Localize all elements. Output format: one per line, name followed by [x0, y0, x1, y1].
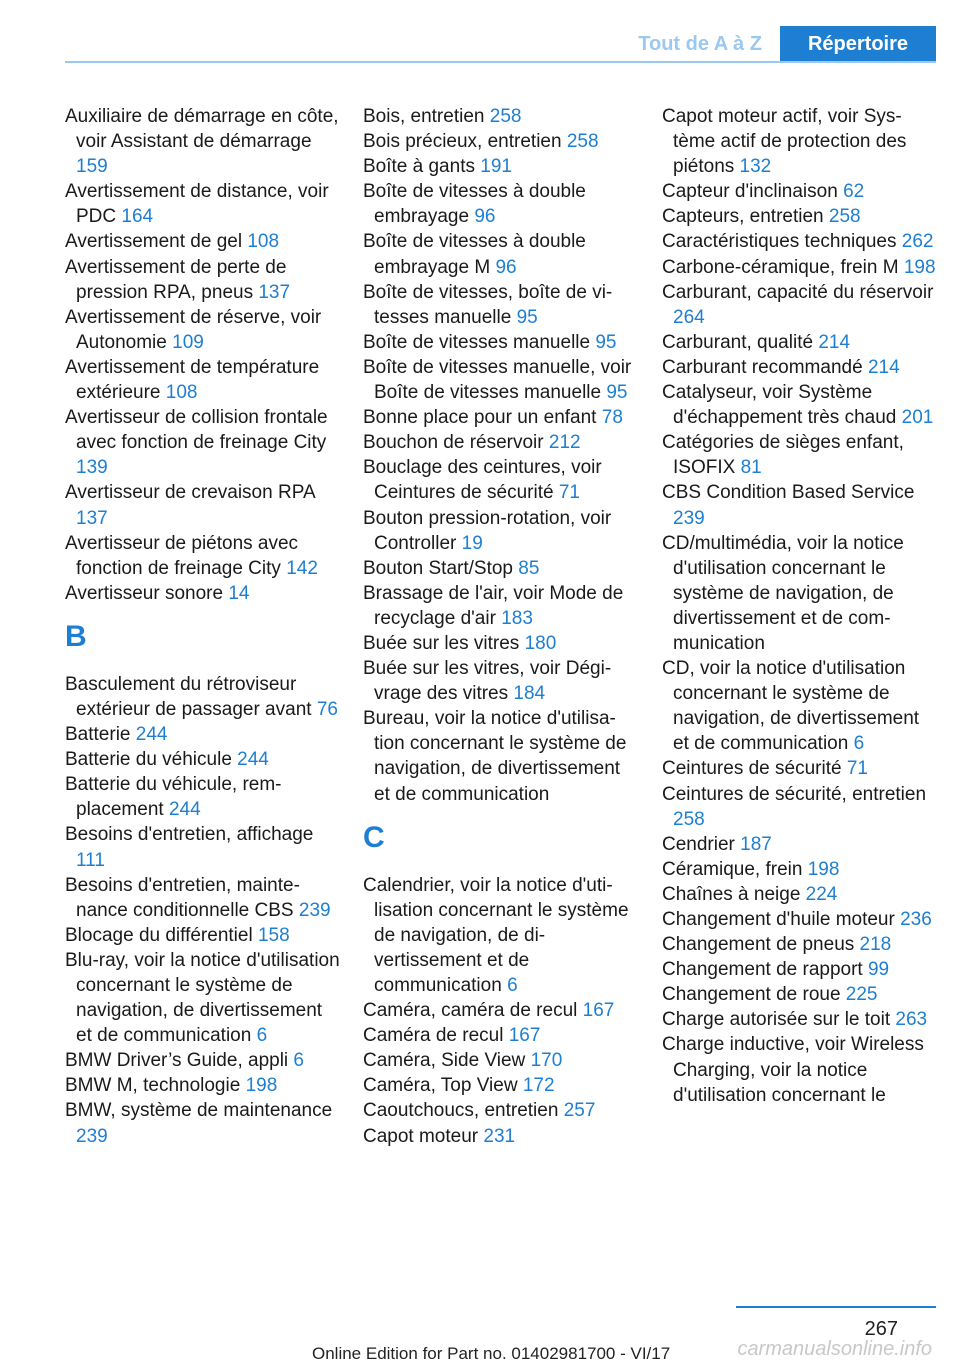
- entry-text: Avertissement de réserve, voir Autonomie: [65, 306, 322, 353]
- page-link[interactable]: 212: [548, 432, 581, 454]
- index-entry: [662, 907, 937, 932]
- entry-text: Ceintures de sécurité, entretien: [662, 783, 927, 805]
- entry-text: Boîte de vitesses à double embrayage: [363, 181, 586, 228]
- page-link[interactable]: 239: [298, 899, 331, 921]
- section-letter: C: [363, 820, 385, 854]
- entry-text: Bouton Start/Stop: [363, 557, 519, 579]
- entry-text: Avertisseur de collision frontale avec fonction de freinage City: [65, 407, 328, 454]
- entry-text: CD/multimédia, voir la notice d'utilisation concernant le système de navigation, de divertissement et de communication: [662, 532, 904, 654]
- entry-text: Boîte de vitesses manuelle: [363, 331, 596, 353]
- index-entry: [662, 857, 937, 882]
- index-entry: [363, 1073, 638, 1098]
- page-link[interactable]: 167: [508, 1025, 541, 1047]
- index-entry: [65, 255, 340, 305]
- page-link[interactable]: 96: [495, 256, 517, 278]
- index-entry: [363, 706, 638, 806]
- entry-text: Buée sur les vitres: [363, 632, 525, 654]
- entry-text: Bouclage des ceintures, voir Ceintures de sécurité: [363, 457, 602, 504]
- index-entry: [662, 430, 937, 480]
- entry-text: Chaînes à neige: [662, 883, 806, 905]
- page-link[interactable]: 239: [673, 507, 705, 529]
- page-link[interactable]: 14: [228, 582, 250, 604]
- entry-text: Changement de rapport: [662, 959, 868, 981]
- entry-text: Brassage de l'air, voir Mode de recyclage d'air: [363, 582, 624, 629]
- page-number: 267: [864, 1318, 898, 1340]
- page-link[interactable]: 258: [673, 808, 705, 830]
- page-link[interactable]: 111: [76, 849, 105, 871]
- entry-text: Changement d'huile moteur: [662, 909, 901, 930]
- page-link[interactable]: 95: [595, 331, 617, 353]
- index-entry: [65, 405, 340, 480]
- entry-text: BMW, système de maintenance: [65, 1100, 333, 1122]
- entry-text: Besoins d'entretien, maintenance conditionnelle CBS: [65, 874, 300, 921]
- entry-text: Avertissement de perte de pression RPA, pneus: [65, 256, 287, 303]
- tab-tout-de-a-a-z[interactable]: Tout de A à Z: [638, 32, 762, 55]
- entry-text: Carburant recommandé: [662, 356, 868, 378]
- index-entry: [363, 179, 638, 229]
- page-link[interactable]: 201: [901, 407, 934, 429]
- entry-text: Boîte de vitesses, boîte de vitesses manuelle: [363, 281, 613, 328]
- page-link[interactable]: 71: [558, 482, 580, 504]
- index-entry: [363, 506, 638, 556]
- index-entry: [662, 179, 937, 204]
- index-column-3: [662, 104, 937, 1108]
- entry-text: Catalyseur, voir Système d'échappement très chaud: [662, 382, 902, 429]
- index-entry: [662, 380, 937, 430]
- entry-text: Auxiliaire de démarrage en côte, voir Assistant de démarrage: [65, 106, 339, 153]
- page-link[interactable]: 184: [513, 683, 546, 705]
- page-link[interactable]: 95: [516, 306, 538, 328]
- page-link[interactable]: 198: [903, 256, 936, 278]
- entry-text: Caoutchoucs, entretien: [363, 1100, 564, 1122]
- index-entry: [662, 355, 937, 380]
- entry-text: Avertissement de distance, voir PDC: [65, 181, 329, 228]
- entry-text: Blu-ray, voir la notice d'utilisation concernant le système de navigation, de divertissement et de communication: [65, 949, 340, 1047]
- page-link[interactable]: 85: [518, 557, 540, 579]
- page-link[interactable]: 78: [601, 407, 623, 429]
- index-entry: [65, 772, 340, 822]
- index-entry: [363, 330, 638, 355]
- index-entry: [363, 556, 638, 581]
- page-link[interactable]: 137: [258, 281, 291, 303]
- page-link[interactable]: 81: [740, 457, 762, 479]
- index-entry: [662, 104, 937, 179]
- page-link[interactable]: 164: [121, 206, 154, 228]
- entry-text: Carburant, capacité du réservoir: [662, 281, 934, 303]
- page-link[interactable]: 258: [828, 206, 861, 228]
- index-entry: [363, 998, 638, 1023]
- index-entry: [662, 782, 937, 832]
- index-entry: [65, 531, 340, 581]
- index-entry: [363, 873, 638, 998]
- index-entry: [363, 1048, 638, 1073]
- page-link[interactable]: 198: [245, 1075, 278, 1097]
- entry-text: Caméra, Side View: [363, 1050, 531, 1072]
- footer-divider: [736, 1306, 936, 1308]
- entry-text: Buée sur les vitres, voir Dégivrage des vitres: [363, 658, 612, 705]
- entry-text: Capot moteur actif, voir Système actif de protection des piétons: [662, 106, 907, 178]
- entry-text: BMW M, technologie: [65, 1075, 246, 1097]
- page-link[interactable]: 224: [805, 883, 838, 905]
- page-link[interactable]: 76: [316, 698, 338, 720]
- page-link[interactable]: 71: [846, 758, 868, 780]
- entry-text: Capteur d'inclinaison: [662, 181, 844, 203]
- page-link[interactable]: 170: [530, 1050, 563, 1072]
- index-entry: [65, 355, 340, 405]
- entry-text: Changement de pneus: [662, 934, 860, 956]
- page-link[interactable]: 6: [853, 733, 865, 755]
- page-link[interactable]: 218: [859, 934, 892, 956]
- index-entry: [65, 873, 340, 923]
- page-link[interactable]: 214: [867, 356, 900, 378]
- index-column-2: [363, 104, 638, 1149]
- entry-text: CBS Condition Based Service: [662, 482, 915, 504]
- index-entry: [363, 154, 638, 179]
- page-link[interactable]: 132: [739, 156, 772, 178]
- index-entry: [65, 104, 340, 179]
- entry-text: Caméra, caméra de recul: [363, 1000, 583, 1022]
- entry-text: Boîte de vitesses à double embrayage M: [363, 231, 586, 278]
- page-link[interactable]: 96: [474, 206, 496, 228]
- page-link[interactable]: 236: [900, 909, 932, 930]
- page-link[interactable]: 19: [461, 532, 483, 554]
- index-entry: [363, 1023, 638, 1048]
- index-entry: [65, 305, 340, 355]
- header-tabs: [620, 26, 936, 62]
- page-link[interactable]: 142: [286, 557, 318, 579]
- header-divider: [65, 61, 936, 63]
- index-entry: [662, 832, 937, 857]
- index-entry: [662, 982, 937, 1007]
- page-link[interactable]: 262: [901, 231, 934, 253]
- index-entry: [662, 204, 937, 229]
- index-entry: [65, 747, 340, 772]
- index-entry: [65, 672, 340, 722]
- index-entry: [662, 1007, 937, 1032]
- index-entry: [363, 229, 638, 279]
- page-link[interactable]: 109: [172, 331, 204, 353]
- page-link[interactable]: 108: [165, 382, 198, 404]
- entry-text: Avertissement de gel: [65, 231, 248, 253]
- entry-text: Besoins d'entretien, affichage: [65, 824, 314, 846]
- index-entry: [662, 330, 937, 355]
- page-link[interactable]: 257: [563, 1100, 596, 1122]
- index-entry: [363, 581, 638, 631]
- index-entry: [363, 656, 638, 706]
- page-link[interactable]: 244: [135, 724, 168, 746]
- index-entry: [65, 722, 340, 747]
- page-link[interactable]: 244: [168, 799, 201, 821]
- index-entry: [662, 957, 937, 982]
- page-link[interactable]: 264: [673, 306, 705, 328]
- index-entry: [662, 1032, 937, 1107]
- entry-text: Bouchon de réservoir: [363, 432, 549, 454]
- entry-text: Caméra, Top View: [363, 1075, 523, 1097]
- page-link[interactable]: 172: [522, 1075, 555, 1097]
- page-link[interactable]: 137: [76, 507, 108, 529]
- entry-text: Boîte de vitesses manuelle, voir Boîte de vitesses manuelle: [363, 356, 632, 404]
- page-link[interactable]: 139: [76, 457, 108, 479]
- index-entry: [662, 531, 937, 656]
- edition-text: Online Edition for Part no. 01402981700 - VI/17: [312, 1344, 671, 1363]
- index-entry: [65, 1098, 340, 1148]
- index-entry: [363, 1098, 638, 1123]
- entry-text: Charge inductive, voir Wireless Charging, voir la notice d'utilisation concernant le: [662, 1034, 924, 1106]
- entry-text: Changement de roue: [662, 984, 846, 1006]
- entry-text: Capteurs, entretien: [662, 206, 829, 228]
- entry-text: Bouton pression-rotation, voir Controller: [363, 507, 612, 554]
- page-link[interactable]: 6: [256, 1025, 268, 1047]
- index-entry: [363, 280, 638, 330]
- page-link[interactable]: 108: [247, 231, 280, 253]
- entry-text: Avertisseur de crevaison RPA: [65, 482, 315, 504]
- entry-text: Bois, entretien: [363, 106, 490, 127]
- page-link[interactable]: 191: [480, 156, 512, 178]
- entry-text: Ceintures de sécurité: [662, 758, 847, 780]
- entry-text: Carburant, qualité: [662, 331, 819, 353]
- page-link[interactable]: 6: [507, 975, 518, 996]
- entry-text: Cendrier: [662, 833, 741, 855]
- page-link[interactable]: 6: [293, 1050, 304, 1072]
- page-link[interactable]: 180: [524, 632, 557, 654]
- index-column-1: [65, 104, 340, 1149]
- entry-text: Batterie du véhicule, remplacement: [65, 774, 282, 821]
- entry-text: Avertissement de température extérieure: [65, 356, 320, 404]
- index-entry: [65, 948, 340, 1048]
- page-link[interactable]: 95: [606, 382, 628, 404]
- entry-text: BMW Driver’s Guide, appli: [65, 1050, 294, 1072]
- index-entry: [662, 255, 937, 280]
- index-entry: [363, 104, 638, 129]
- index-entry: [363, 129, 638, 154]
- entry-text: Carbone-céramique, frein M: [662, 256, 904, 278]
- index-entry: [662, 280, 937, 330]
- page-link[interactable]: 258: [566, 131, 599, 153]
- index-entry: [662, 229, 937, 254]
- page-link[interactable]: 239: [76, 1125, 108, 1147]
- entry-text: Caractéristiques techniques: [662, 231, 902, 253]
- index-entry: [662, 656, 937, 756]
- page-link[interactable]: 62: [843, 181, 865, 203]
- entry-text: Batterie du véhicule: [65, 749, 238, 771]
- index-entry: [65, 179, 340, 229]
- index-entry: [363, 631, 638, 656]
- index-entry: [363, 1124, 638, 1149]
- index-entry: [363, 455, 638, 505]
- page-link[interactable]: 225: [845, 984, 878, 1006]
- entry-text: Basculement du rétroviseur extérieur de passager avant: [65, 673, 317, 720]
- entry-text: CD, voir la notice d'utilisation concernant le système de navigation, de divertissement et de communication: [662, 658, 920, 755]
- page-link[interactable]: 244: [237, 749, 269, 771]
- index-entry: [662, 932, 937, 957]
- index-entry: [363, 430, 638, 455]
- section-letter: B: [65, 619, 87, 653]
- watermark: carmanualsonline.info: [737, 1338, 932, 1360]
- index-entry: [363, 355, 638, 405]
- entry-text: Capot moteur: [363, 1125, 484, 1147]
- entry-text: Céramique, frein: [662, 858, 808, 880]
- entry-text: Caméra de recul: [363, 1025, 509, 1047]
- page-link[interactable]: 159: [76, 156, 108, 178]
- index-entry: [65, 822, 340, 872]
- page-link[interactable]: 198: [807, 858, 840, 880]
- index-entry: [662, 480, 937, 530]
- entry-text: Blocage du différentiel: [65, 924, 258, 946]
- page-link[interactable]: 187: [740, 833, 772, 855]
- entry-text: Bureau, voir la notice d'utilisation concernant le système de navigation, de divertissement et de communication: [363, 708, 627, 805]
- index-entry: [65, 923, 340, 948]
- index-entry: [662, 756, 937, 781]
- entry-text: Batterie: [65, 724, 136, 746]
- index-entry: [662, 882, 937, 907]
- entry-text: Calendrier, voir la notice d'utilisation concernant le système de navigation, de divertissement et de communication: [363, 874, 629, 996]
- page-link[interactable]: 183: [501, 607, 533, 629]
- entry-text: Avertisseur de piétons avec fonction de freinage City: [65, 532, 299, 579]
- tab-repertoire[interactable]: Répertoire: [780, 26, 936, 62]
- page-link[interactable]: 258: [489, 106, 522, 127]
- index-entry: [65, 581, 340, 606]
- entry-text: Charge autorisée sur le toit: [662, 1009, 896, 1031]
- page-link[interactable]: 263: [895, 1009, 928, 1031]
- index-entry: [363, 405, 638, 430]
- entry-text: Boîte à gants: [363, 156, 481, 178]
- entry-text: Bois précieux, entretien: [363, 131, 567, 153]
- page-link[interactable]: 158: [257, 924, 290, 946]
- page-link[interactable]: 99: [867, 959, 890, 981]
- index-entry: [65, 1073, 340, 1098]
- entry-text: Catégories de sièges enfant, ISOFIX: [662, 432, 904, 479]
- page-link[interactable]: 167: [582, 1000, 615, 1022]
- index-entry: [65, 1048, 340, 1073]
- index-entry: [65, 229, 340, 254]
- page-link[interactable]: 214: [818, 331, 851, 353]
- page-link[interactable]: 231: [483, 1125, 516, 1147]
- index-entry: [65, 480, 340, 530]
- entry-text: Avertisseur sonore: [65, 582, 229, 604]
- entry-text: Bonne place pour un enfant: [363, 407, 602, 429]
